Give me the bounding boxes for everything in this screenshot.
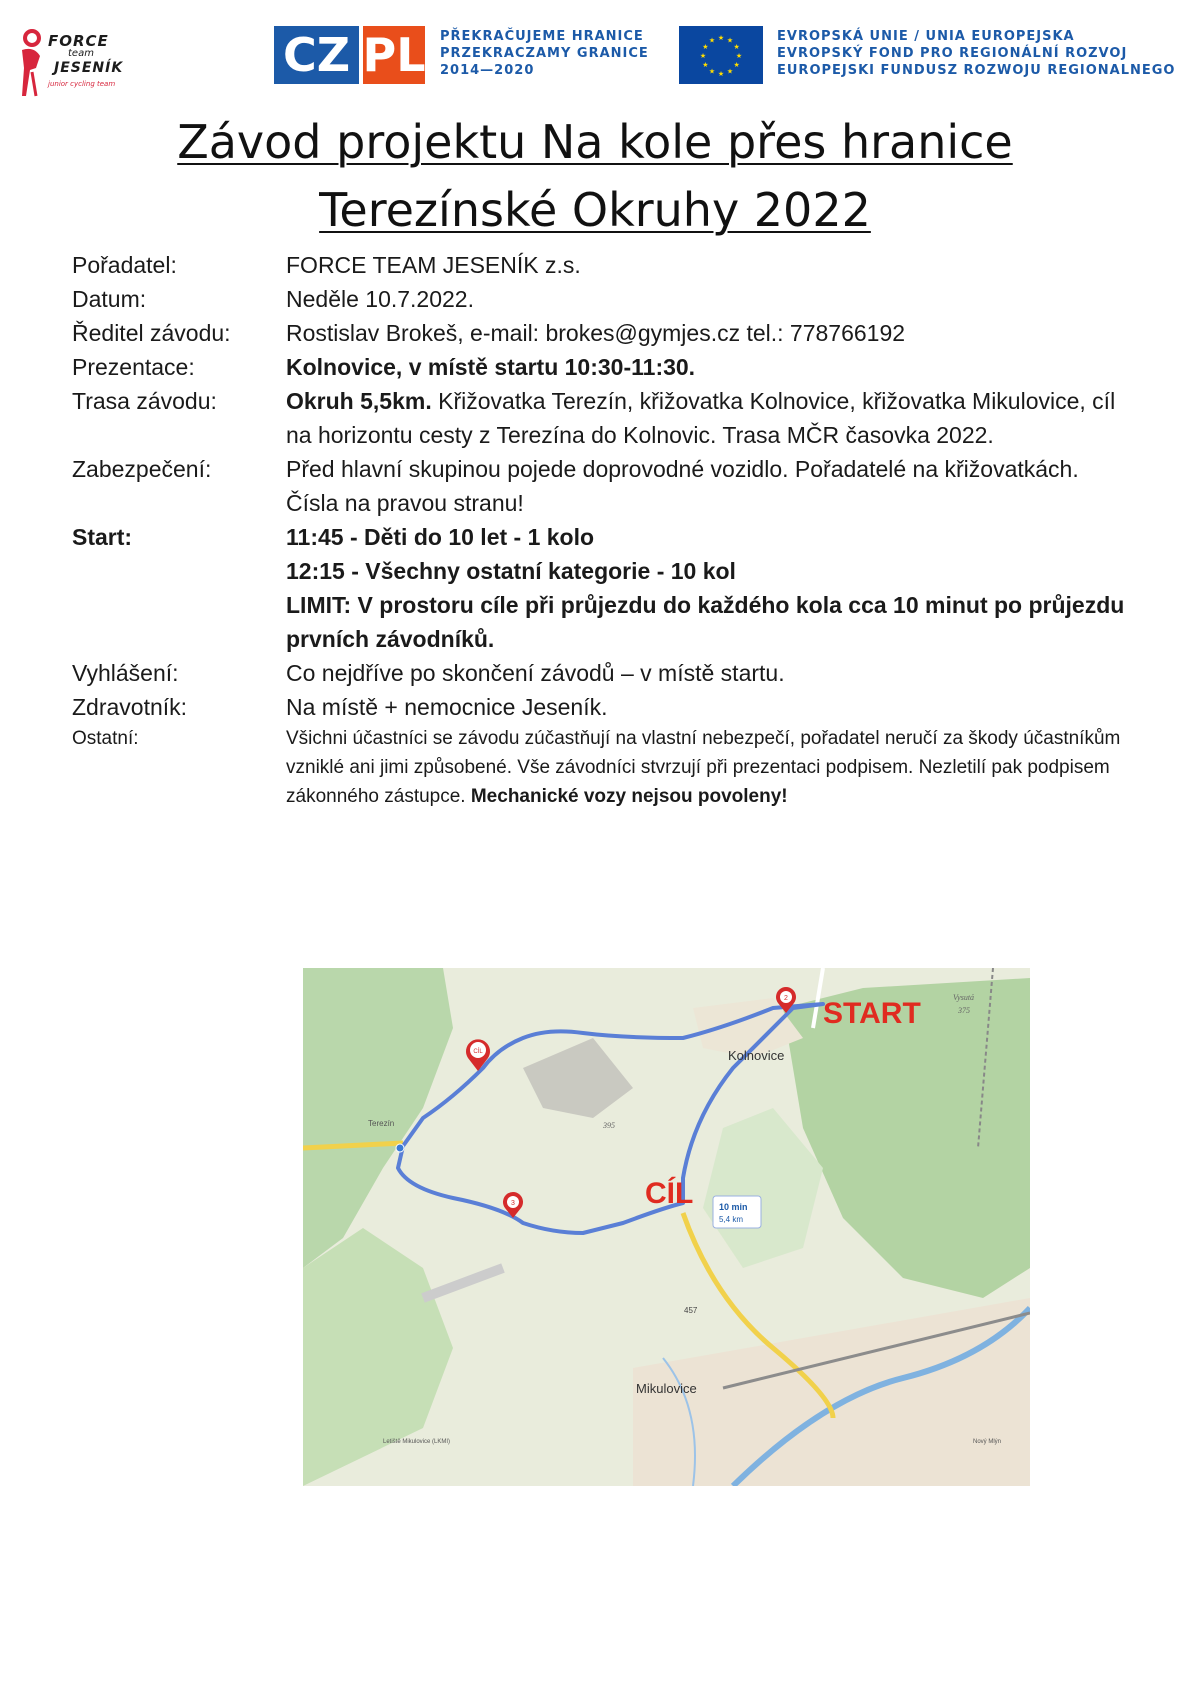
title-line1-text: Závod projektu Na kole přes hranice <box>177 115 1013 169</box>
route-map-svg <box>303 968 1030 1486</box>
eu-flag-icon <box>679 26 763 84</box>
czpl-logo-text <box>440 28 649 79</box>
eu-line3: EUROPEJSKI FUNDUSZ ROZWOJU REGIONALNEGO <box>777 63 1176 78</box>
eu-line1: EVROPSKÁ UNIE / UNIA EUROPEJSKA <box>777 29 1075 44</box>
eu-star-icon: ★ <box>708 68 716 76</box>
pin-2-label: 2 <box>784 995 788 1002</box>
force-team-logo <box>14 28 126 100</box>
label-vyhlaseni: Vyhlášení: <box>72 660 179 686</box>
trasa-bold: Okruh 5,5km. <box>286 388 432 414</box>
row-ostatni <box>72 724 1132 811</box>
place-vysoka: Vysutá <box>953 993 975 1002</box>
place-hill: 395 <box>603 1121 615 1130</box>
finish-label: CÍL <box>645 1177 694 1210</box>
route-distance: 5,4 km <box>719 1215 744 1224</box>
cz-box: CZ <box>274 26 359 84</box>
czpl-line1: PŘEKRAČUJEME HRANICE <box>440 29 644 44</box>
place-mikulovice: Mikulovice <box>636 1381 697 1396</box>
force-logo-tagline: junior cycling team <box>48 80 116 88</box>
pl-box: PL <box>362 28 426 82</box>
value-zabezpeceni <box>286 452 1132 520</box>
pin-cil-label: CÍL <box>473 1049 483 1055</box>
label-ostatni: Ostatní: <box>72 728 139 749</box>
label-trasa: Trasa závodu: <box>72 388 217 414</box>
place-kolnovice: Kolnovice <box>728 1048 785 1063</box>
road-number: 457 <box>684 1306 698 1315</box>
value-start <box>286 520 1132 656</box>
start-label: START <box>823 997 921 1030</box>
row-reditel <box>72 316 1132 350</box>
eu-star-icon: ★ <box>733 62 740 69</box>
pin-3-label: 3 <box>511 1200 515 1207</box>
label-zdravotnik: Zdravotník: <box>72 694 188 720</box>
value-zdravotnik: Na místě + nemocnice Jeseník. <box>286 694 608 720</box>
start-line3: LIMIT: V prostoru cíle při průjezdu do každého kola cca 10 minut po průjezdu prvních závodníků. <box>286 592 1125 652</box>
value-ostatni <box>286 724 1132 811</box>
row-prezentace <box>72 350 1132 384</box>
place-nove: Nový Mlýn <box>973 1439 1002 1445</box>
title-line1 <box>0 115 1190 169</box>
row-zabezpeceni <box>72 452 1132 520</box>
eu-star-icon: ★ <box>726 37 734 45</box>
row-zdravotnik <box>72 690 1132 724</box>
label-prezentace: Prezentace: <box>72 354 195 380</box>
eu-star-icon: ★ <box>733 44 740 51</box>
zabezpeceni-text: Před hlavní skupinou pojede doprovodné vozidlo. Pořadatelé na křižovatkách. <box>286 456 1079 482</box>
value-poradatel: FORCE TEAM JESENÍK z.s. <box>286 252 581 278</box>
value-datum: Neděle 10.7.2022. <box>286 286 474 312</box>
eu-star-icon: ★ <box>702 62 709 69</box>
ostatni-bold: Mechanické vozy nejsou povoleny! <box>470 786 788 807</box>
row-poradatel <box>72 248 1132 282</box>
title-line2-text: Terezínské Okruhy 2022 <box>319 183 871 237</box>
label-datum: Datum: <box>72 286 147 312</box>
route-time: 10 min <box>719 1202 748 1212</box>
title-line2 <box>0 183 1190 237</box>
eu-logo-text <box>777 28 1175 79</box>
eu-star-icon: ★ <box>717 35 725 42</box>
waypoint-terezin-icon <box>396 1144 404 1152</box>
label-start: Start: <box>72 524 133 550</box>
trasa-text: Křižovatka Terezín, křižovatka Kolnovice, křižovatka Mikulovice, cíl na horizontu cesty z Terezína do Kolnovic. Trasa MČR časovka 2022. <box>286 388 1116 448</box>
row-start <box>72 520 1132 656</box>
row-datum <box>72 282 1132 316</box>
value-reditel: Rostislav Brokeš, e-mail: brokes@gymjes.cz tel.: 778766192 <box>286 320 906 346</box>
force-logo-line1: FORCE <box>48 32 109 50</box>
place-terezin: Terezín <box>368 1119 395 1128</box>
value-trasa <box>286 384 1132 452</box>
start-line1: 11:45 - Děti do 10 let - 1 kolo <box>286 524 595 550</box>
place-vysoka-alt: 375 <box>958 1006 970 1015</box>
start-line2: 12:15 - Všechny ostatní kategorie - 10 kol <box>286 558 736 584</box>
row-vyhlaseni <box>72 656 1132 690</box>
label-poradatel: Pořadatel: <box>72 252 177 278</box>
eu-star-icon: ★ <box>735 53 743 60</box>
eu-star-icon: ★ <box>699 53 707 60</box>
value-vyhlaseni: Co nejdříve po skončení závodů – v místě startu. <box>286 660 785 686</box>
label-zabezpeceni: Zabezpečení: <box>72 456 212 482</box>
place-airfield: Letiště Mikulovice (LKMI) <box>383 1439 451 1445</box>
eu-star-icon: ★ <box>708 37 716 45</box>
eu-star-icon: ★ <box>702 44 709 51</box>
value-prezentace: Kolnovice, v místě startu 10:30-11:30. <box>286 354 696 380</box>
race-info <box>72 248 1132 811</box>
eu-line2: EVROPSKÝ FOND PRO REGIONÁLNÍ ROZVOJ <box>777 46 1128 61</box>
eu-star-icon: ★ <box>717 71 725 78</box>
czpl-line2: PRZEKRACZAMY GRANICE <box>440 46 649 61</box>
label-reditel: Ředitel závodu: <box>72 320 231 346</box>
ostatni-text: Všichni účastníci se závodu zúčastňují na vlastní nebezpečí, pořadatel neručí za škody účastníkům vzniklé ani jimi způsobené. Vše závodníci stvrzují při prezentaci podpisem. Nezletilí pak podpisem zákonného zástupce. <box>286 728 1121 807</box>
zabezpeceni-text2: Čísla na pravou stranu! <box>286 490 524 516</box>
row-trasa <box>72 384 1132 452</box>
force-logo-line3: JESENÍK <box>54 60 124 76</box>
eu-star-icon: ★ <box>726 68 734 76</box>
czpl-line3: 2014—2020 <box>440 63 535 78</box>
force-logo-line2: team <box>68 48 94 59</box>
header-logos <box>0 22 1190 102</box>
route-map <box>303 968 1030 1486</box>
